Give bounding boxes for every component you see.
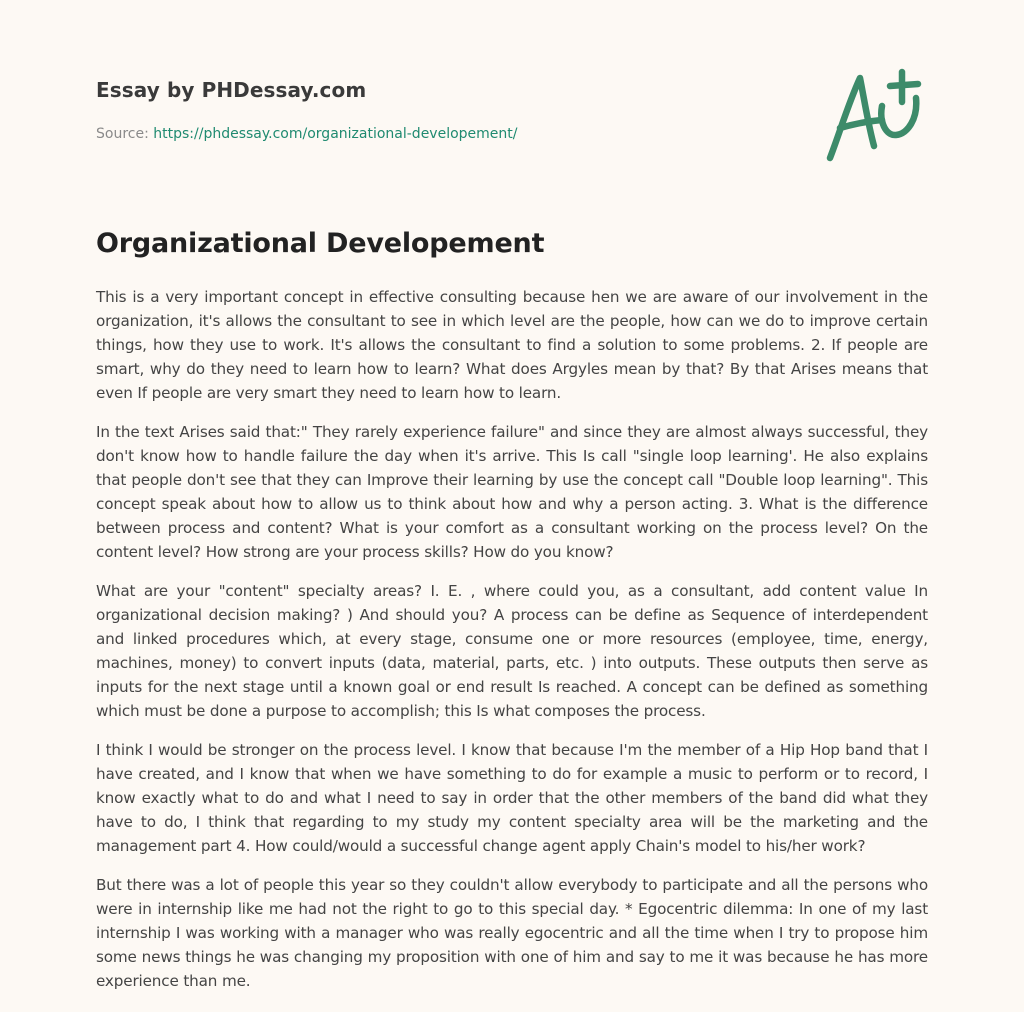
a-plus-grade-icon xyxy=(824,66,930,164)
document-title: Organizational Developement xyxy=(96,228,545,259)
paragraph: I think I would be stronger on the process level. I know that because I'm the member of a Hip Hop band that I have created, and I know that when we have something to do for example a music to perform or to record, I know exactly what to do and what I need to say in order that the other members of the band did what they have to do, I think that regarding to my study my content specialty area will be the marketing and the management part 4. How could/would a successful change agent apply Chain's model to his/her work? xyxy=(96,741,928,855)
site-title: Essay by PHDessay.com xyxy=(96,78,367,102)
paragraph: But there was a lot of people this year so they couldn't allow everybody to participate and all the persons who were in internship like me had not the right to go to this special day. * Egocentric dilemma: In one of my last internship I was working with a manager who was really egocentric and all the time when I try to propose him some news things he was changing my proposition with one of him and say to me it was because he has more experience than me. xyxy=(96,876,928,990)
paragraph: This is a very important concept in effective consulting because hen we are aware of our involvement in the organization, it's allows the consultant to see in which level are the people, how can we do to improve certain things, how they use to work. It's allows the consultant to find a solution to some problems. 2. If people are smart, why do they need to learn how to learn? What does Argyles mean by that? By that Arises means that even If people are very smart they need to learn how to learn. xyxy=(96,288,928,402)
source-line xyxy=(96,124,796,144)
source-link[interactable]: https://phdessay.com/organizational-developement/ xyxy=(153,126,518,142)
paragraph: What are your "content" specialty areas? I. E. , where could you, as a consultant, add content value In organizational decision making? ) And should you? A process can be define as Sequence of interdependent and linked procedures which, at every stage, consume one or more resources (employee, time, energy, machines, money) to convert inputs (data, material, parts, etc. ) into outputs. These outputs then serve as inputs for the next stage until a known goal or end result Is reached. A concept can be defined as something which must be done a purpose to accomplish; this Is what composes the process. xyxy=(96,582,928,720)
essay-body xyxy=(96,285,928,1008)
paragraph: In the text Arises said that:" They rarely experience failure" and since they are almost always successful, they don't know how to handle failure the day when it's arrive. This Is call "single loop learning'. He also explains that people don't see that they can Improve their learning by use the concept call "Double loop learning". This concept speak about how to allow us to think about how and why a person acting. 3. What is the difference between process and content? What is your comfort as a consultant working on the process level? On the content level? How strong are your process skills? How do you know? xyxy=(96,423,928,561)
essay-header xyxy=(96,76,796,144)
source-label: Source: xyxy=(96,126,149,142)
